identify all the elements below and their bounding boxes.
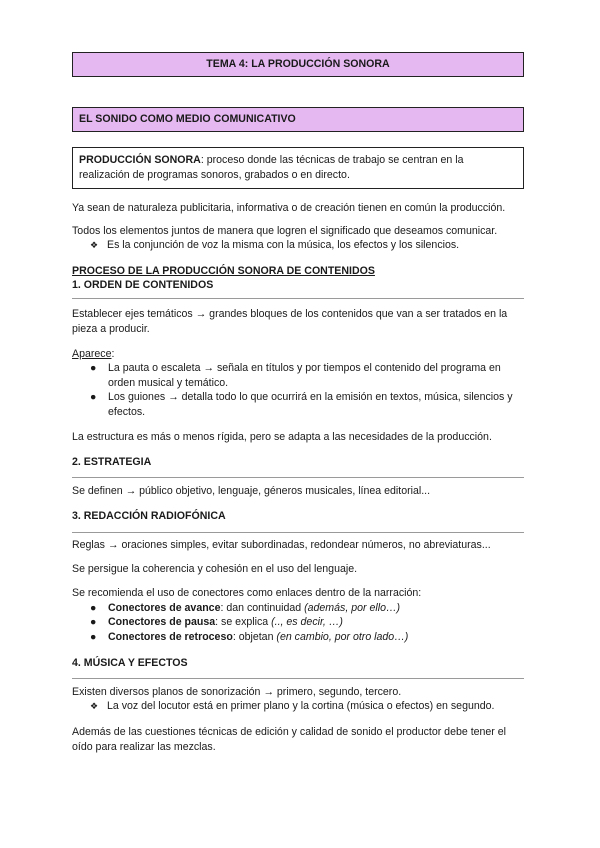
diamond-bullet-icon: ❖ [90, 701, 99, 711]
connector-term: Conectores de avance [108, 602, 221, 614]
section-1-heading: 1. ORDEN DE CONTENIDOS [72, 279, 214, 291]
process-heading: PROCESO DE LA PRODUCCIÓN SONORA DE CONTENIDOS [72, 265, 375, 277]
connector-item: Conectores de retroceso: objetan (en cambio, por otro lado…) [108, 631, 409, 643]
connector-item: Conectores de avance: dan continuidad (además, por ello…) [108, 602, 401, 614]
bullet-icon: ● [90, 631, 97, 643]
section-3-paragraph-3: Se recomienda el uso de conectores como enlaces dentro de la narración: [72, 587, 422, 599]
section-4-paragraph-2: Además de las cuestiones técnicas de edición y calidad de sonido el productor debe tener el oído para realizar las mezclas. [72, 726, 507, 753]
section-2-heading: 2. ESTRATEGIA [72, 456, 152, 468]
section-1-paragraph-1: Establecer ejes temáticos → grandes bloques de los contenidos que van a ser tratados en la pieza a producir. [72, 308, 508, 335]
connector-term: Conectores de pausa [108, 616, 216, 628]
bullet-icon: ● [90, 391, 97, 403]
definition-box [72, 147, 524, 189]
section-divider [72, 477, 524, 478]
section-3-heading: 3. REDACCIÓN RADIOFÓNICA [72, 510, 226, 522]
section-3-paragraph-1: Reglas → oraciones simples, evitar subordinadas, redondear números, no abreviaturas... [72, 539, 491, 551]
section-title: EL SONIDO COMO MEDIO COMUNICATIVO [72, 107, 524, 132]
aparece-label-line: Aparece: [72, 348, 115, 360]
section-1-paragraph-2: La estructura es más o menos rígida, pero se adapta a las necesidades de la producción. [72, 431, 492, 443]
connector-item: Conectores de pausa: se explica (.., es decir, …) [108, 616, 343, 628]
section-4-heading: 4. MÚSICA Y EFECTOS [72, 657, 188, 669]
intro-paragraph-2: Todos los elementos juntos de manera que logren el significado que deseamos comunicar. [72, 225, 498, 237]
bullet-icon: ● [90, 362, 97, 374]
section-3-paragraph-2: Se persigue la coherencia y cohesión en el uso del lenguaje. [72, 563, 358, 575]
section-divider [72, 532, 524, 533]
aparece-label: Aparece [72, 348, 112, 360]
bullet-icon: ● [90, 602, 97, 614]
section-4-paragraph-1: Existen diversos planos de sonorización → primero, segundo, tercero. [72, 686, 402, 698]
diamond-bullet-icon: ❖ [90, 240, 99, 250]
section-2-paragraph-1: Se definen → público objetivo, lenguaje, géneros musicales, línea editorial... [72, 485, 431, 497]
list-item-text: Es la conjunción de voz la misma con la música, los efectos y los silencios. [107, 239, 460, 251]
definition-term: PRODUCCIÓN SONORA [79, 154, 201, 166]
bullet-icon: ● [90, 616, 97, 628]
document-title: TEMA 4: LA PRODUCCIÓN SONORA [72, 52, 524, 77]
list-item-text: La pauta o escaleta → señala en títulos y por tiempos el contenido del programa en orden musical y temático. [108, 362, 501, 389]
definition-text: : proceso donde las técnicas de trabajo se centran en la realización de programas sonoros, grabados o en directo. [79, 154, 464, 181]
section-divider [72, 678, 524, 679]
intro-paragraph-1: Ya sean de naturaleza publicitaria, informativa o de creación tienen en común la producción. [72, 202, 506, 214]
list-item-text: La voz del locutor está en primer plano y la cortina (música o efectos) en segundo. [107, 700, 495, 712]
section-divider [72, 298, 524, 299]
list-item-text: Los guiones → detalla todo lo que ocurrirá en la emisión en textos, música, silencios y efectos. [108, 391, 513, 418]
connector-term: Conectores de retroceso [108, 631, 233, 643]
